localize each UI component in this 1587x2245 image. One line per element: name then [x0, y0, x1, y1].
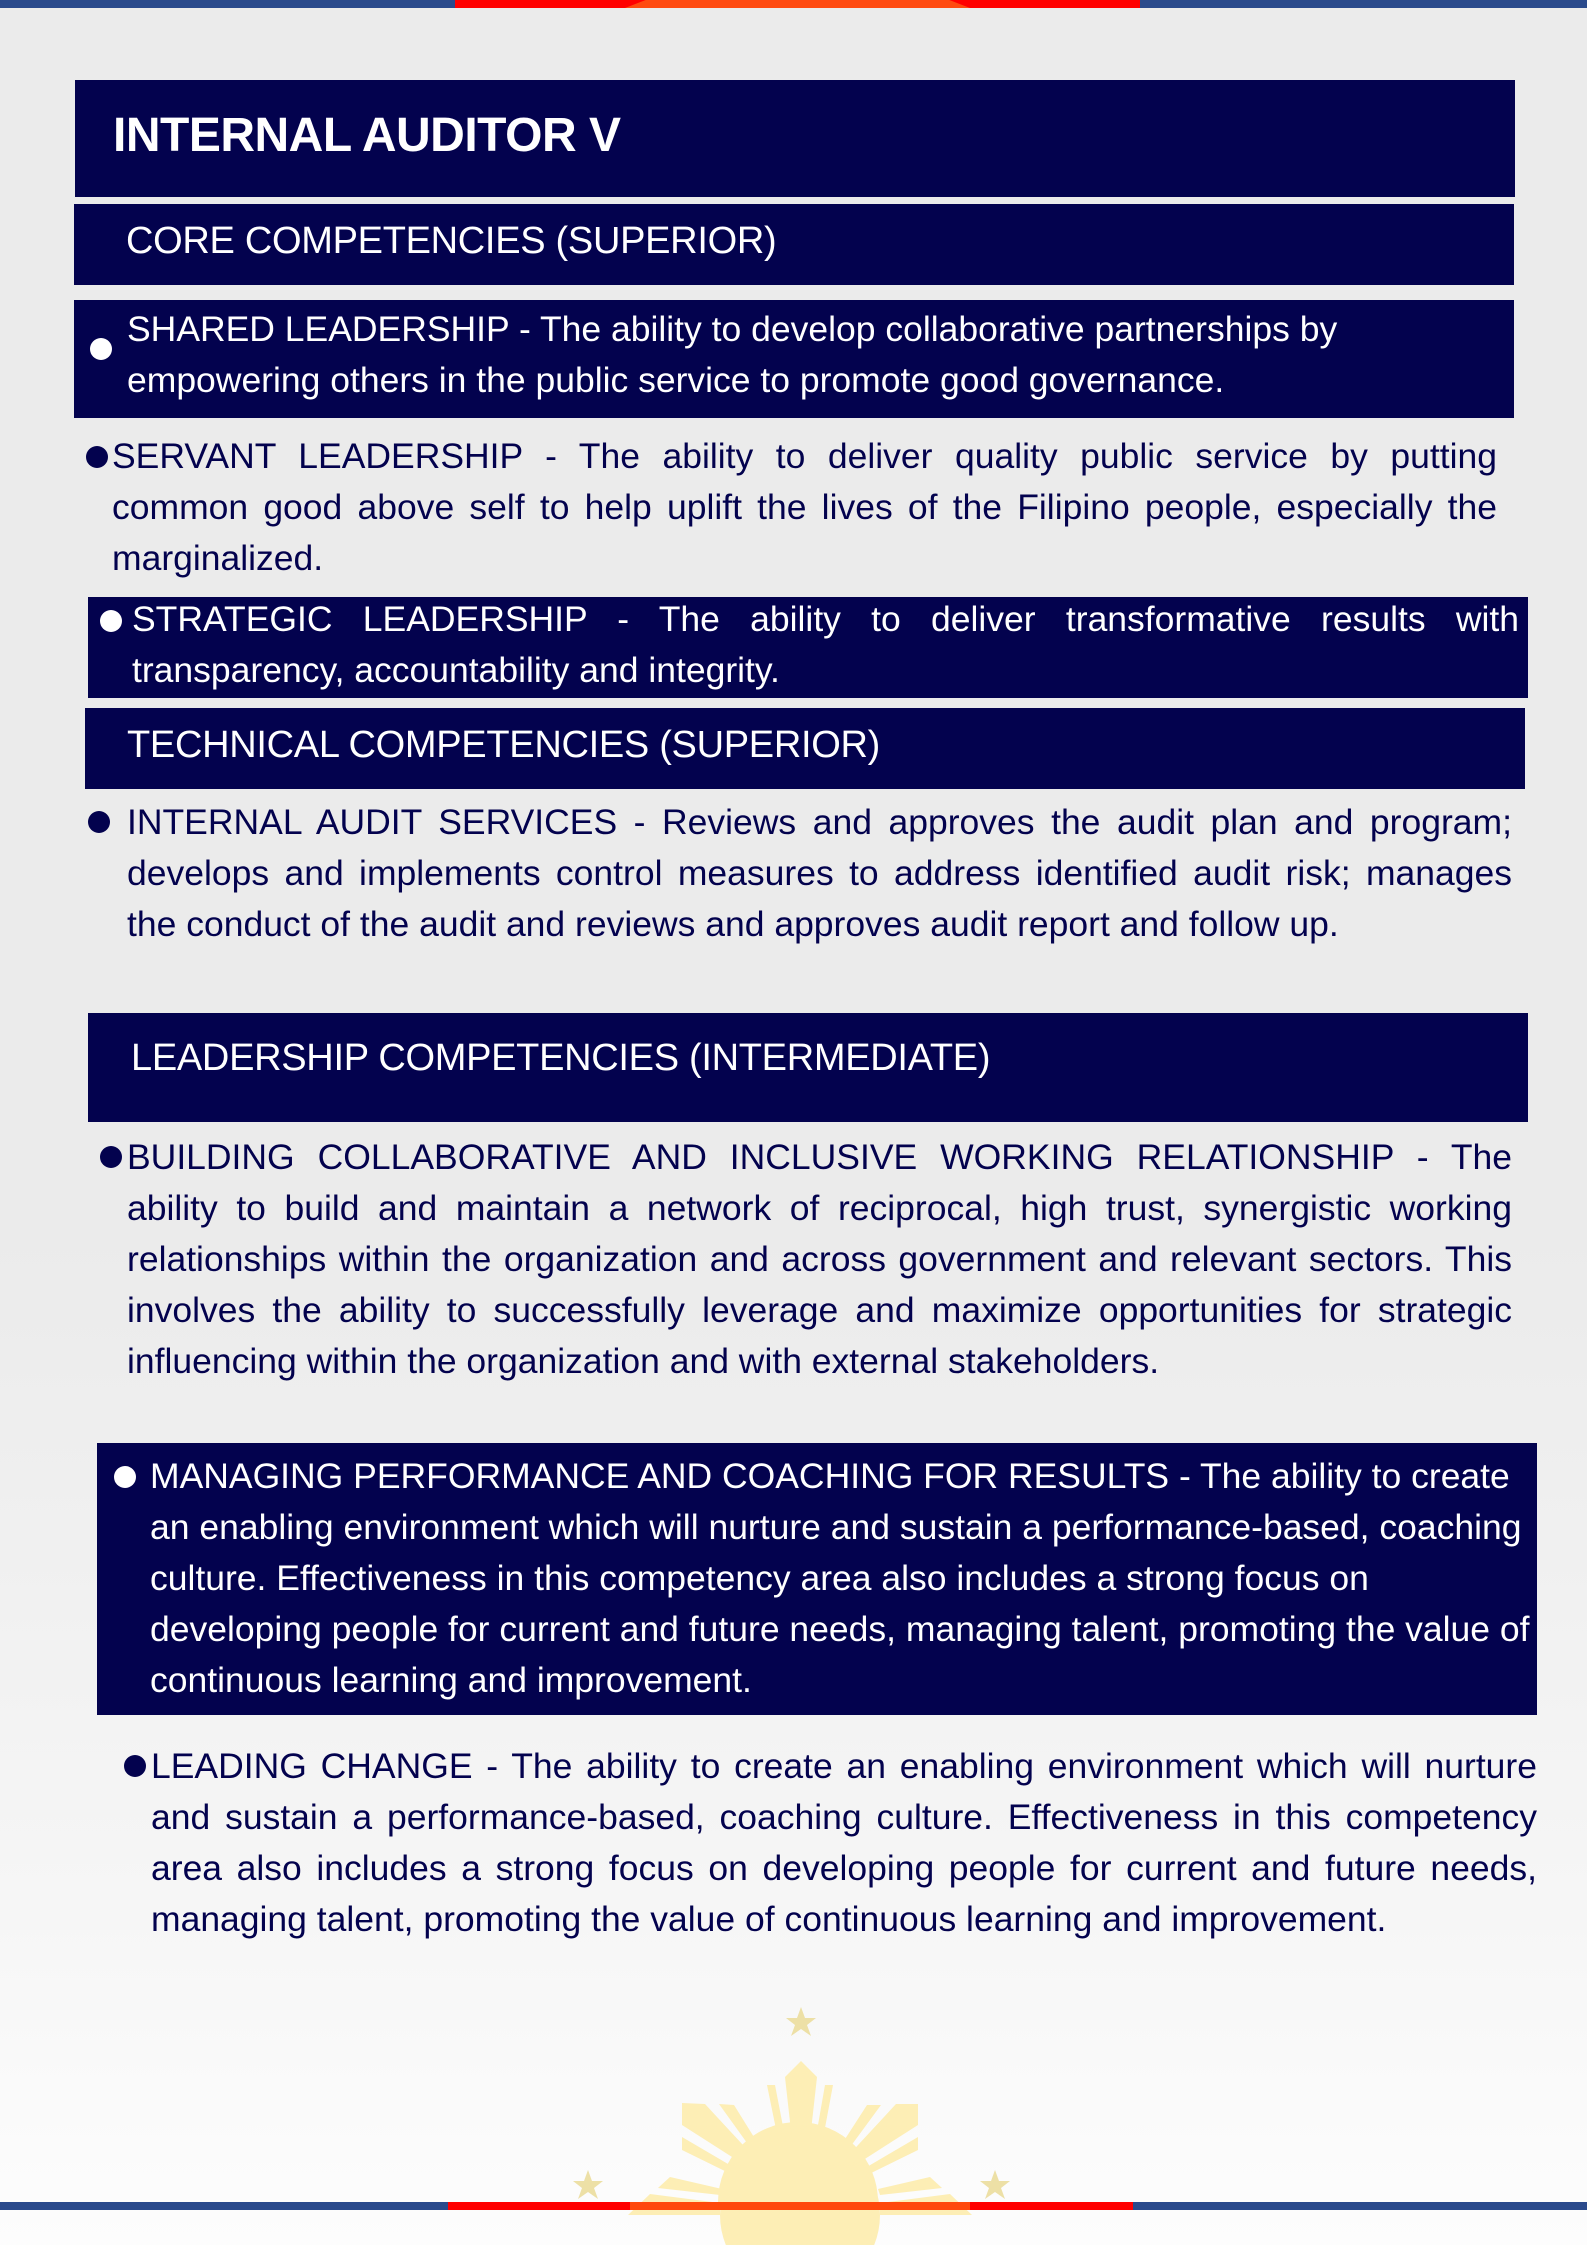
section-header-core	[74, 204, 1514, 285]
competency-item-servant-leadership: SERVANT LEADERSHIP - The ability to deliver quality public service by putting common good above self to help uplift the lives of the Filipino people, especially the marginalized.	[112, 436, 1497, 578]
top-flag-stripe	[0, 0, 1587, 8]
competency-item-strategic-leadership	[88, 597, 1528, 698]
page-title: INTERNAL AUDITOR V	[113, 109, 621, 162]
competency-item-leading-change: LEADING CHANGE - The ability to create an enabling environment which will nurture and sustain a performance-based, coaching culture. Effectiveness in this competency area also includes a strong focus on developing people for current and future needs, managing talent, promoting the value of continuous learning and improvement.	[151, 1746, 1537, 1939]
bullet-icon	[90, 338, 112, 360]
bullet-icon	[100, 610, 122, 632]
section-heading: TECHNICAL COMPETENCIES (SUPERIOR)	[127, 724, 880, 766]
stripe-orange	[630, 2202, 970, 2210]
bullet-icon	[88, 811, 110, 833]
bullet-icon	[86, 446, 108, 468]
competency-text: STRATEGIC LEADERSHIP - The ability to deliver transformative results with transparency, accountability and integrity.	[132, 599, 1519, 690]
competency-item-managing-performance	[97, 1443, 1537, 1715]
bullet-icon	[124, 1755, 146, 1777]
competency-item-internal-audit-services: INTERNAL AUDIT SERVICES - Reviews and approves the audit plan and program; develops and implements control measures to address identified audit risk; manages the conduct of the audit and reviews and approves audit report and follow up.	[127, 802, 1512, 944]
section-header-technical	[85, 708, 1525, 789]
stripe-blue-left	[0, 2202, 448, 2210]
bottom-flag-stripe	[0, 2202, 1587, 2210]
section-heading: CORE COMPETENCIES (SUPERIOR)	[126, 220, 777, 262]
page-title-box	[75, 80, 1515, 197]
competency-text: MANAGING PERFORMANCE AND COACHING FOR RESULTS - The ability to create an enabling environment which will nurture and sustain a performance-based, coaching culture. Effectiveness in this competency area also includes a strong focus on developing people for current and future needs, managing talent, promoting the value of continuous learning and improvement.	[150, 1456, 1530, 1700]
competency-item-building-collaborative: BUILDING COLLABORATIVE AND INCLUSIVE WORKING RELATIONSHIP - The ability to build and maintain a network of reciprocal, high trust, synergistic working relationships within the organization and across government and relevant sectors. This involves the ability to successfully leverage and maximize opportunities for strategic influencing within the organization and with external stakeholders.	[127, 1137, 1512, 1381]
competency-text: SHARED LEADERSHIP - The ability to develop collaborative partnerships by empowering others in the public service to promote good governance.	[127, 309, 1338, 400]
competency-item-shared-leadership	[74, 300, 1514, 418]
stripe-blue-left	[0, 0, 455, 8]
bullet-icon	[114, 1466, 136, 1488]
stripe-blue-right	[1133, 2202, 1587, 2210]
stripe-orange	[625, 0, 970, 8]
section-heading: LEADERSHIP COMPETENCIES (INTERMEDIATE)	[131, 1037, 991, 1079]
bullet-icon	[100, 1146, 122, 1168]
stripe-blue-right	[1140, 0, 1587, 8]
section-header-leadership	[88, 1013, 1528, 1122]
